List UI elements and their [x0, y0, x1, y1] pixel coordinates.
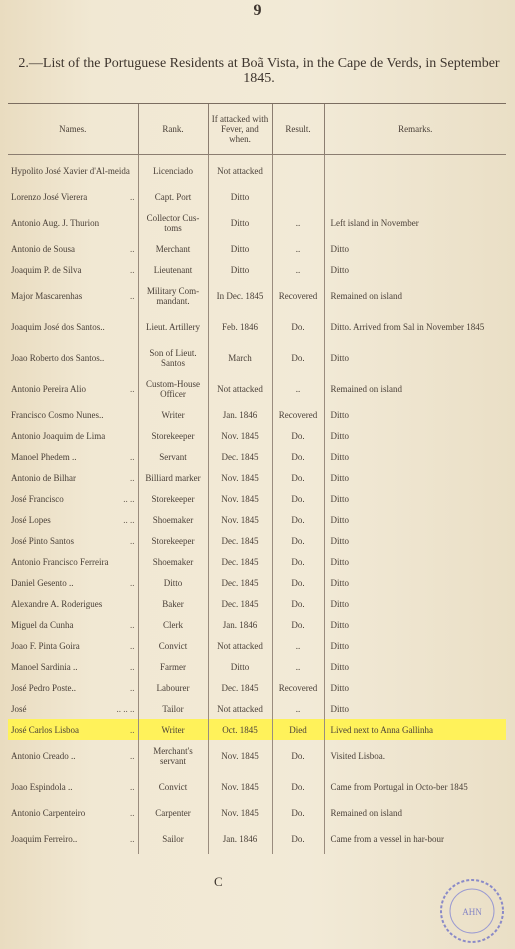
cell-remarks: Remained on island	[324, 373, 506, 404]
cell-name	[8, 488, 138, 509]
cell-attacked: Nov. 1845	[208, 740, 272, 771]
cell-remarks: Came from Portugal in Octo-ber 1845	[324, 771, 506, 802]
residents-table	[8, 103, 506, 854]
cell-attacked: Not attacked	[208, 373, 272, 404]
leader-dots: ..	[130, 640, 135, 651]
cell-attacked: Ditto	[208, 186, 272, 207]
cell-rank: Merchant	[138, 238, 208, 259]
leader-dots: .. ..	[123, 493, 135, 504]
cell-name	[8, 740, 138, 771]
table-row	[8, 614, 506, 635]
cell-name	[8, 425, 138, 446]
cell-rank: Son of Lieut. Santos	[138, 342, 208, 373]
cell-attacked: Nov. 1845	[208, 509, 272, 530]
resident-name: Antonio Joaquim de Lima	[11, 430, 106, 441]
resident-name: Alexandre A. Roderigues	[11, 598, 103, 609]
cell-name	[8, 259, 138, 280]
cell-result: Do.	[272, 823, 324, 854]
header-rank: Rank.	[138, 104, 208, 155]
cell-attacked: In Dec. 1845	[208, 280, 272, 311]
cell-remarks: Ditto	[324, 656, 506, 677]
cell-remarks: Visited Lisboa.	[324, 740, 506, 771]
cell-remarks: Ditto	[324, 530, 506, 551]
cell-rank: Convict	[138, 771, 208, 802]
cell-result: Recovered	[272, 404, 324, 425]
cell-name	[8, 530, 138, 551]
resident-name: Antonio de Sousa	[11, 243, 75, 254]
table-row	[8, 259, 506, 280]
resident-name: José Lopes	[11, 514, 51, 525]
cell-remarks: Remained on island	[324, 802, 506, 823]
cell-remarks: Ditto	[324, 404, 506, 425]
resident-name: Joao Roberto dos Santos..	[11, 352, 105, 363]
cell-attacked: Nov. 1845	[208, 771, 272, 802]
cell-name	[8, 404, 138, 425]
cell-rank: Military Com-mandant.	[138, 280, 208, 311]
cell-rank: Licenciado	[138, 155, 208, 187]
leader-dots: ..	[130, 724, 135, 735]
cell-rank: Capt. Port	[138, 186, 208, 207]
cell-rank: Lieut. Artillery	[138, 311, 208, 342]
cell-remarks: Ditto	[324, 238, 506, 259]
table-row	[8, 373, 506, 404]
cell-remarks: Left island in November	[324, 207, 506, 238]
resident-name: Antonio Carpenteiro	[11, 807, 86, 818]
cell-name	[8, 593, 138, 614]
cell-name	[8, 551, 138, 572]
table-row	[8, 238, 506, 259]
cell-remarks: Remained on island	[324, 280, 506, 311]
header-attacked: If attacked with Fever, and when.	[208, 104, 272, 155]
cell-rank: Clerk	[138, 614, 208, 635]
leader-dots: ..	[130, 833, 135, 844]
cell-result: Recovered	[272, 280, 324, 311]
leader-dots: ..	[130, 781, 135, 792]
cell-remarks: Lived next to Anna Gallinha	[324, 719, 506, 740]
leader-dots: ..	[130, 807, 135, 818]
cell-result: Do.	[272, 593, 324, 614]
cell-remarks: Ditto	[324, 593, 506, 614]
resident-name: Antonio Francisco Ferreira	[11, 556, 109, 567]
header-names: Names.	[8, 104, 138, 155]
table-row	[8, 342, 506, 373]
leader-dots: ..	[130, 290, 135, 301]
cell-remarks: Ditto	[324, 446, 506, 467]
table-row	[8, 446, 506, 467]
table-row	[8, 656, 506, 677]
cell-result: Do.	[272, 551, 324, 572]
cell-attacked: Ditto	[208, 238, 272, 259]
table-row-highlighted	[8, 719, 506, 740]
cell-remarks: Ditto	[324, 425, 506, 446]
cell-rank: Sailor	[138, 823, 208, 854]
resident-name: Joao F. Pinta Goira	[11, 640, 80, 651]
cell-result: Do.	[272, 614, 324, 635]
table-row	[8, 404, 506, 425]
cell-result: Do.	[272, 425, 324, 446]
resident-name: Antonio Creado ..	[11, 750, 76, 761]
cell-rank: Labourer	[138, 677, 208, 698]
cell-rank: Storekeeper	[138, 488, 208, 509]
cell-attacked: Jan. 1846	[208, 614, 272, 635]
cell-result: ..	[272, 635, 324, 656]
cell-result: Do.	[272, 311, 324, 342]
cell-attacked: Dec. 1845	[208, 446, 272, 467]
table-row	[8, 823, 506, 854]
cell-remarks: Ditto	[324, 509, 506, 530]
cell-rank: Shoemaker	[138, 551, 208, 572]
leader-dots: ..	[130, 535, 135, 546]
cell-name	[8, 677, 138, 698]
cell-rank: Storekeeper	[138, 425, 208, 446]
document-title: 2.—List of the Portuguese Residents at Boã Vista, in the Cape de Verds, in September 1845.	[18, 56, 500, 86]
table-row	[8, 155, 506, 187]
resident-name: Joaquim P. de Silva	[11, 264, 82, 275]
resident-name: Francisco Cosmo Nunes..	[11, 409, 104, 420]
leader-dots: ..	[130, 264, 135, 275]
cell-result: Do.	[272, 802, 324, 823]
resident-name: Major Mascarenhas	[11, 290, 83, 301]
cell-rank: Lieutenant	[138, 259, 208, 280]
cell-attacked: Dec. 1845	[208, 677, 272, 698]
cell-attacked: Ditto	[208, 207, 272, 238]
table-body	[8, 155, 506, 855]
resident-name: José Francisco	[11, 493, 64, 504]
cell-attacked: Jan. 1846	[208, 823, 272, 854]
cell-result: Do.	[272, 509, 324, 530]
table-row	[8, 425, 506, 446]
cell-rank: Ditto	[138, 572, 208, 593]
table-row	[8, 771, 506, 802]
resident-name: Miguel da Cunha	[11, 619, 74, 630]
cell-result	[272, 186, 324, 207]
cell-remarks: Ditto	[324, 488, 506, 509]
cell-remarks: Came from a vessel in har-bour	[324, 823, 506, 854]
cell-rank: Servant	[138, 446, 208, 467]
header-result: Result.	[272, 104, 324, 155]
leader-dots: ..	[130, 383, 135, 394]
cell-result: Died	[272, 719, 324, 740]
resident-name: Antonio de Bilhar	[11, 472, 76, 483]
cell-rank: Shoemaker	[138, 509, 208, 530]
table-row	[8, 186, 506, 207]
cell-name	[8, 719, 138, 740]
cell-name	[8, 238, 138, 259]
cell-rank: Billiard marker	[138, 467, 208, 488]
resident-name: José Pinto Santos	[11, 535, 75, 546]
resident-name: Hypolito José Xavier d'Al-meida	[11, 165, 130, 176]
cell-remarks	[324, 155, 506, 187]
cell-result: ..	[272, 373, 324, 404]
cell-attacked: Not attacked	[208, 698, 272, 719]
cell-result: Do.	[272, 740, 324, 771]
cell-attacked: Dec. 1845	[208, 551, 272, 572]
cell-rank: Merchant's servant	[138, 740, 208, 771]
cell-name	[8, 311, 138, 342]
leader-dots: ..	[130, 472, 135, 483]
cell-result: Do.	[272, 488, 324, 509]
cell-attacked: Nov. 1845	[208, 802, 272, 823]
cell-remarks: Ditto	[324, 551, 506, 572]
cell-name	[8, 155, 138, 187]
cell-name	[8, 572, 138, 593]
resident-name: José Carlos Lisboa	[11, 724, 79, 735]
cell-remarks: Ditto	[324, 259, 506, 280]
resident-name: José Pedro Poste..	[11, 682, 76, 693]
archive-stamp	[437, 876, 507, 946]
cell-remarks: Ditto	[324, 614, 506, 635]
cell-name	[8, 280, 138, 311]
cell-name	[8, 635, 138, 656]
cell-name	[8, 823, 138, 854]
cell-name	[8, 656, 138, 677]
cell-attacked: Jan. 1846	[208, 404, 272, 425]
resident-name: Lorenzo José Vierera	[11, 191, 88, 202]
cell-remarks: Ditto	[324, 342, 506, 373]
cell-rank: Farmer	[138, 656, 208, 677]
cell-rank: Collector Cus-toms	[138, 207, 208, 238]
cell-result: ..	[272, 207, 324, 238]
cell-result: Do.	[272, 446, 324, 467]
resident-name: Antonio Pereira Alio	[11, 383, 86, 394]
resident-name: Joao Espindola ..	[11, 781, 73, 792]
cell-remarks: Ditto	[324, 698, 506, 719]
cell-result: ..	[272, 698, 324, 719]
cell-rank: Storekeeper	[138, 530, 208, 551]
table-row	[8, 509, 506, 530]
table-row	[8, 593, 506, 614]
table-row	[8, 530, 506, 551]
cell-rank: Convict	[138, 635, 208, 656]
table-row	[8, 280, 506, 311]
resident-name: Manoel Phedem ..	[11, 451, 77, 462]
cell-attacked: March	[208, 342, 272, 373]
leader-dots: ..	[130, 191, 135, 202]
table-row	[8, 802, 506, 823]
leader-dots: ..	[130, 661, 135, 672]
leader-dots: .. .. ..	[116, 703, 135, 714]
resident-name: José	[11, 703, 27, 714]
cell-name	[8, 373, 138, 404]
cell-attacked: Oct. 1845	[208, 719, 272, 740]
cell-attacked: Not attacked	[208, 635, 272, 656]
cell-result: Do.	[272, 771, 324, 802]
cell-remarks: Ditto	[324, 467, 506, 488]
cell-result: Do.	[272, 342, 324, 373]
table-row	[8, 551, 506, 572]
cell-name	[8, 342, 138, 373]
resident-name: Manoel Sardinia ..	[11, 661, 78, 672]
cell-attacked: Nov. 1845	[208, 425, 272, 446]
cell-name	[8, 802, 138, 823]
cell-remarks: Ditto	[324, 677, 506, 698]
cell-name	[8, 446, 138, 467]
cell-attacked: Not attacked	[208, 155, 272, 187]
cell-attacked: Nov. 1845	[208, 488, 272, 509]
resident-name: Joaquim José dos Santos..	[11, 321, 105, 332]
page-number: 9	[253, 2, 262, 19]
table-row	[8, 635, 506, 656]
table-row	[8, 572, 506, 593]
cell-result	[272, 155, 324, 187]
cell-remarks: Ditto. Arrived from Sal in November 1845	[324, 311, 506, 342]
cell-result: ..	[272, 656, 324, 677]
cell-attacked: Dec. 1845	[208, 593, 272, 614]
cell-name	[8, 509, 138, 530]
footer-signature-letter: C	[214, 874, 223, 889]
cell-name	[8, 186, 138, 207]
leader-dots: ..	[130, 619, 135, 630]
table-row	[8, 740, 506, 771]
cell-remarks: Ditto	[324, 572, 506, 593]
cell-name	[8, 698, 138, 719]
resident-name: Antonio Aug. J. Thurion	[11, 217, 100, 228]
cell-rank: Writer	[138, 404, 208, 425]
cell-name	[8, 467, 138, 488]
cell-result: ..	[272, 259, 324, 280]
leader-dots: ..	[130, 682, 135, 693]
cell-rank: Carpenter	[138, 802, 208, 823]
cell-attacked: Dec. 1845	[208, 530, 272, 551]
resident-name: Daniel Gesento ..	[11, 577, 74, 588]
table-header-row	[8, 104, 506, 155]
leader-dots: ..	[130, 243, 135, 254]
cell-name	[8, 207, 138, 238]
table-row	[8, 467, 506, 488]
cell-rank: Custom-House Officer	[138, 373, 208, 404]
cell-attacked: Ditto	[208, 656, 272, 677]
stamp-text: AHN	[462, 907, 482, 917]
table-row	[8, 698, 506, 719]
leader-dots: ..	[130, 451, 135, 462]
cell-attacked: Ditto	[208, 259, 272, 280]
cell-result: Recovered	[272, 677, 324, 698]
cell-result: Do.	[272, 572, 324, 593]
cell-rank: Writer	[138, 719, 208, 740]
cell-result: Do.	[272, 530, 324, 551]
cell-attacked: Dec. 1845	[208, 572, 272, 593]
cell-remarks	[324, 186, 506, 207]
cell-result: Do.	[272, 467, 324, 488]
table-row	[8, 311, 506, 342]
cell-name	[8, 771, 138, 802]
header-remarks: Remarks.	[324, 104, 506, 155]
cell-result: ..	[272, 238, 324, 259]
leader-dots: ..	[130, 750, 135, 761]
cell-remarks: Ditto	[324, 635, 506, 656]
leader-dots: ..	[130, 577, 135, 588]
cell-rank: Baker	[138, 593, 208, 614]
cell-rank: Tailor	[138, 698, 208, 719]
table-row	[8, 207, 506, 238]
table-row	[8, 677, 506, 698]
resident-name: Joaquim Ferreiro..	[11, 833, 78, 844]
cell-attacked: Nov. 1845	[208, 467, 272, 488]
table-row	[8, 488, 506, 509]
leader-dots: .. ..	[123, 514, 135, 525]
cell-attacked: Feb. 1846	[208, 311, 272, 342]
cell-name	[8, 614, 138, 635]
